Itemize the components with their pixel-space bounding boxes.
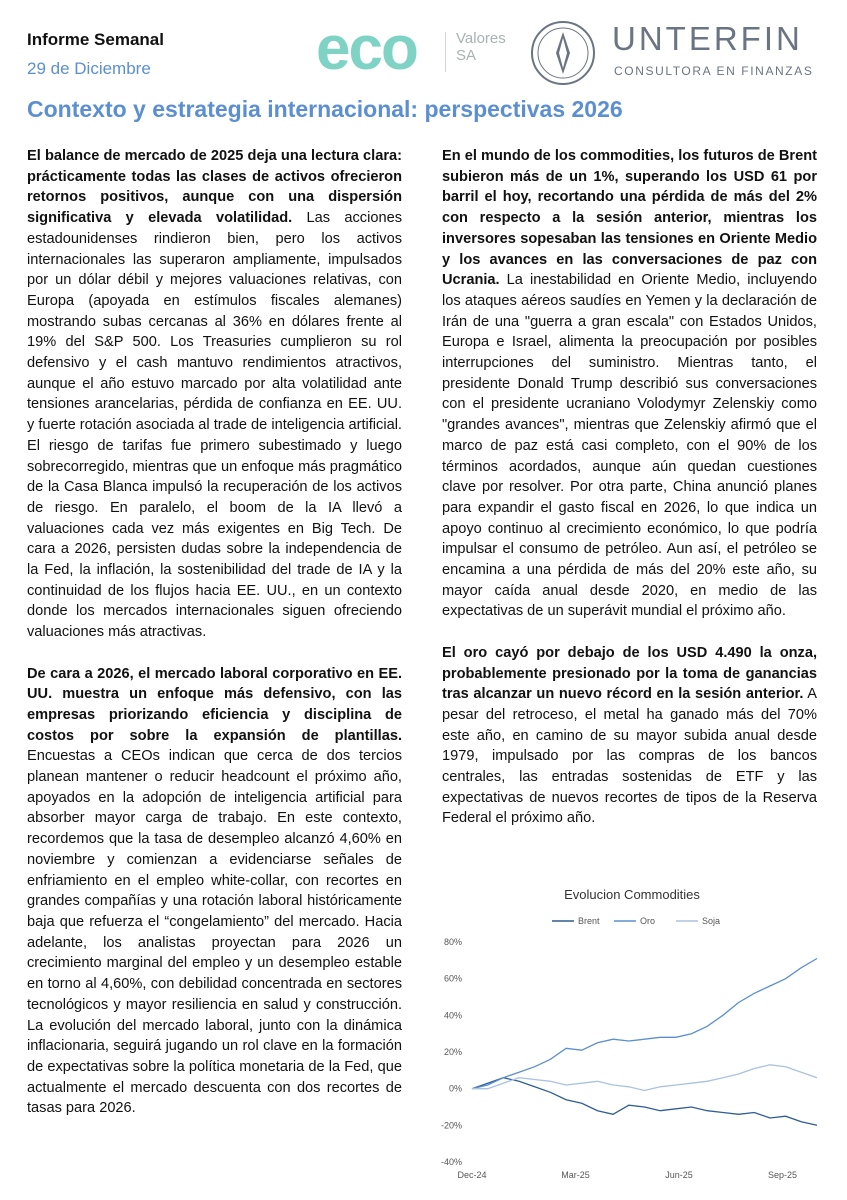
paragraph-market-balance — [27, 146, 402, 643]
paragraph-body: Encuestas a CEOs indican que cerca de dos tercios planean mantener o reducir headcount el próximo año, apoyados en la adopción de inteligencia artificial para absorber mayor carga de trabajo. En este contexto, recordemos que la tasa de desempleo alcanzó 4,60% en noviembre y comienzan a evidenciarse señales de enfriamiento en el empleo white-collar, con recortes en grandes compañías y una rotación laboral históricamente baja que refuerza el “congelamiento” del mercado. Hacia adelante, los analistas proyectan para 2026 un crecimiento marginal del empleo y un desempleo estable en torno al 4,60%, con debilidad concentrada en sectores tecnológicos y mayor resiliencia en salud y construcción. La evolución del mercado laboral, junto con la dinámica inflacionaria, seguirá jugando un rol clave en la formación de expectativas sobre la política monetaria de la Fed, que actualmente el mercado descuenta con dos recortes de tasas para 2026. — [27, 748, 402, 1117]
series-line-brent — [472, 1078, 817, 1126]
x-tick-label: Dec-24 — [457, 1170, 487, 1180]
legend-label-oro: Oro — [640, 916, 656, 926]
paragraph-gold — [442, 643, 817, 829]
chart-y-axis — [441, 937, 462, 1167]
paragraph-labor-market — [27, 664, 402, 1119]
unterfin-emblem-icon — [530, 20, 596, 86]
paragraph-lead: De cara a 2026, el mercado laboral corporativo en EE. UU. muestra un enfoque más defensivo, con las empresas priorizando eficiencia y disciplina de costos por sobre la expansión de plantillas. — [27, 665, 402, 744]
right-column — [442, 146, 817, 850]
unterfin-logo-subtitle: CONSULTORA EN FINANZAS — [614, 64, 814, 78]
legend-label-soja: Soja — [702, 916, 721, 926]
unterfin-logo-name: UNTERFIN — [612, 20, 803, 57]
eco-valores-logo: eco — [316, 14, 417, 83]
paragraph-body: La inestabilidad en Oriente Medio, incluyendo los ataques aéreos saudíes en Yemen y la declaración de Irán de una "guerra a gran escala" con Estados Unidos, Europa e Israel, alimenta la preocupación por posibles interrupciones del suministro. Mientras tanto, el presidente Donald Trump describió sus conversaciones con el presidente ucraniano Volodymyr Zelenskiy como "grandes avances", mientras que Zelenskiy afirmó que el marco de paz está casi completo, con el 90% de los términos acordados, aunque aún quedan cuestiones clave por resolver. Por otra parte, China anunció planes para expandir el gasto fiscal en 2026, lo que indica un apoyo continuo al crecimiento económico, lo que podría impulsar el consumo de petróleo. Aun así, el petróleo se encamina a una pérdida de más del 20% este año, su mayor caída anual desde 2020, en medio de las expectativas de un superávit mundial el próximo año. — [442, 272, 817, 620]
paragraph-commodities — [442, 146, 817, 622]
legend-label-brent: Brent — [578, 916, 600, 926]
report-title: Informe Semanal — [27, 30, 164, 49]
y-tick-label: 20% — [443, 1047, 462, 1057]
eco-valores-sub-2: SA — [456, 47, 477, 64]
chart-legend — [552, 916, 720, 926]
y-tick-label: 60% — [443, 973, 462, 984]
y-tick-label: 40% — [443, 1010, 462, 1021]
paragraph-lead: El oro cayó por debajo de los USD 4.490 la onza, probablemente presionado por la toma de ganancias tras alcanzar un nuevo récord en la sesión anterior. — [442, 644, 817, 703]
paragraph-lead: En el mundo de los commodities, los futuros de Brent subieron más de un 1%, superando los USD 61 por barril el hoy, recortando una pérdida de más del 2% con respecto a la sesión anterior, mientras los inversores sopesaban las tensiones en Oriente Medio y los avances en las conversaciones de paz con Ucrania. — [442, 148, 817, 289]
logo-divider — [445, 32, 446, 72]
series-line-oro — [472, 959, 817, 1089]
chart-title: Evolucion Commodities — [564, 887, 700, 902]
x-tick-label: Jun-25 — [665, 1170, 693, 1180]
eco-valores-sub-1: Valores — [456, 30, 506, 47]
paragraph-body: Las acciones estadounidenses rindieron bien, pero los activos internacionales las superaron ampliamente, impulsados por un dólar débil y mejores valuaciones relativas, con Europa (apoyada en estímulos fiscales alemanes) mostrando subas cercanas al 36% en dólares frente al 19% del S&P 500. Los Treasuries cumplieron su rol defensivo y el cash mantuvo rendimientos atractivos, aunque el año estuvo marcado por alta volatilidad ante tensiones arancelarias, pérdida de confianza en EE. UU. y fuerte rotación asociada al trade de inteligencia artificial. El riesgo de tarifas fue primero subestimado y luego sobrecorregido, mientras que un enfoque más pragmático de la Casa Blanca impulsó la recuperación de los activos de riesgo. En paralelo, el boom de la IA llevó a valuaciones cada vez más exigentes en Big Tech. De cara a 2026, persisten dudas sobre la independencia de la Fed, la inflación, la sostenibilidad del trade de IA y la continuidad de los flujos hacia EE. UU., en un contexto donde los mercados internacionales siguen ofreciendo valuaciones más atractivas. — [27, 210, 402, 641]
commodities-chart-svg — [432, 880, 827, 1190]
chart-x-axis — [457, 1170, 797, 1180]
y-tick-label: -20% — [440, 1120, 462, 1131]
left-column — [27, 146, 402, 1140]
eco-valores-subtitle — [456, 30, 506, 64]
paragraph-body: A pesar del retroceso, el metal ha ganado más del 70% este año, en camino de su mayor subida anual desde 1979, impulsado por las compras de los bancos centrales, las entradas sostenidas de ETF y las expectativas de nuevos recortes de tipos de la Reserva Federal el próximo año. — [442, 686, 817, 827]
commodities-chart — [432, 880, 827, 1190]
series-line-soja — [472, 1065, 817, 1091]
page-title: Contexto y estrategia internacional: perspectivas 2026 — [27, 96, 623, 122]
report-date: 29 de Diciembre — [27, 59, 151, 78]
chart-series — [472, 959, 817, 1126]
paragraph-lead: El balance de mercado de 2025 deja una lectura clara: prácticamente todas las clases de activos ofrecieron retornos positivos, aunque con una dispersión significativa y elevada volatilidad. — [27, 148, 402, 227]
x-tick-label: Sep-25 — [767, 1170, 798, 1180]
y-tick-label: 80% — [443, 937, 462, 947]
x-tick-label: Mar-25 — [561, 1170, 590, 1180]
y-tick-label: 0% — [448, 1083, 462, 1094]
y-tick-label: -40% — [440, 1157, 462, 1167]
